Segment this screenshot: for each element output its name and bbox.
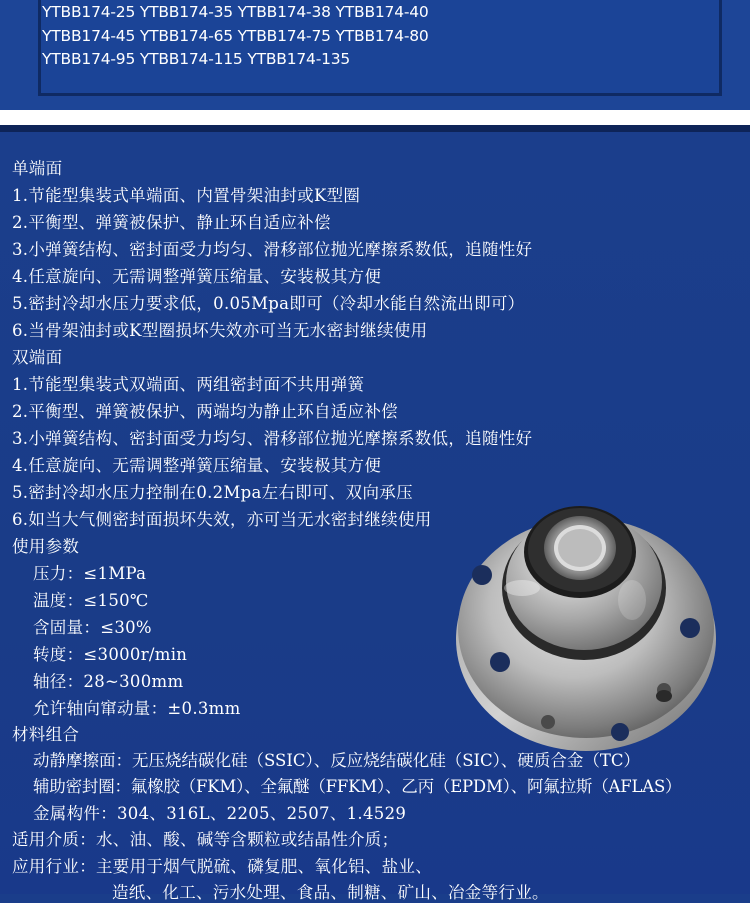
single-face-heading: 单端面 [12,159,63,178]
single-face-item: 3.小弹簧结构、密封面受力均匀、滑移部位抛光摩擦系数低，追随性好 [12,240,533,259]
divider-band [0,110,750,125]
double-face-heading: 双端面 [12,348,63,367]
industry-line: 应用行业：主要用于烟气脱硫、磷复肥、氧化铝、盐业、 [12,857,432,876]
param-item: 含固量：≤30% [33,618,152,637]
double-face-item: 3.小弹簧结构、密封面受力均匀、滑移部位抛光摩擦系数低，追随性好 [12,429,533,448]
double-face-item: 4.任意旋向、无需调整弹簧压缩量、安装极其方便 [12,456,382,475]
industry-line: 造纸、化工、污水处理、食品、制糖、矿山、冶金等行业。 [112,883,549,902]
material-item: 金属构件：304、316L、2205、2507、1.4529 [33,804,407,823]
divider-stripe [0,125,750,132]
media-line: 适用介质：水、油、酸、碱等含颗粒或结晶性介质； [12,830,399,849]
param-item: 温度：≤150℃ [33,591,149,610]
param-item: 压力：≤1MPa [33,564,147,583]
single-face-item: 4.任意旋向、无需调整弹簧压缩量、安装极其方便 [12,267,382,286]
mechanical-seal-image [452,500,720,758]
single-face-item: 2.平衡型、弹簧被保护、静止环自适应补偿 [12,213,331,232]
param-item: 允许轴向窜动量：±0.3mm [33,699,241,718]
single-face-item: 1.节能型集装式单端面、内置骨架油封或K型圈 [12,186,361,205]
single-face-item: 6.当骨架油封或K型圈损坏失效亦可当无水密封继续使用 [12,321,428,340]
material-item: 动静摩擦面：无压烧结碳化硅（SSIC）、反应烧结碳化硅（SIC）、硬质合金（TC） [33,751,641,770]
model-line: YTBB174-45 YTBB174-65 YTBB174-75 YTBB174-80 [42,27,429,45]
param-item: 转度：≤3000r/min [33,645,188,664]
double-face-item: 2.平衡型、弹簧被保护、两端均为静止环自适应补偿 [12,402,398,421]
single-face-item: 5.密封冷却水压力要求低，0.05Mpa即可（冷却水能自然流出即可） [12,294,525,313]
materials-heading: 材料组合 [12,725,80,744]
double-face-item: 1.节能型集装式双端面、两组密封面不共用弹簧 [12,375,365,394]
material-item: 辅助密封圈：氟橡胶（FKM）、全氟醚（FFKM）、乙丙（EPDM）、阿氟拉斯（AFLAS） [33,777,682,796]
model-line: YTBB174-95 YTBB174-115 YTBB174-135 [42,50,351,68]
double-face-item: 5.密封冷却水压力控制在0.2Mpa左右即可、双向承压 [12,483,413,502]
model-line: YTBB174-25 YTBB174-35 YTBB174-38 YTBB174-40 [42,3,429,21]
params-heading: 使用参数 [12,537,80,556]
model-header [0,0,750,110]
param-item: 轴径：28~300mm [33,672,184,691]
double-face-item: 6.如当大气侧密封面损坏失效，亦可当无水密封继续使用 [12,510,432,529]
